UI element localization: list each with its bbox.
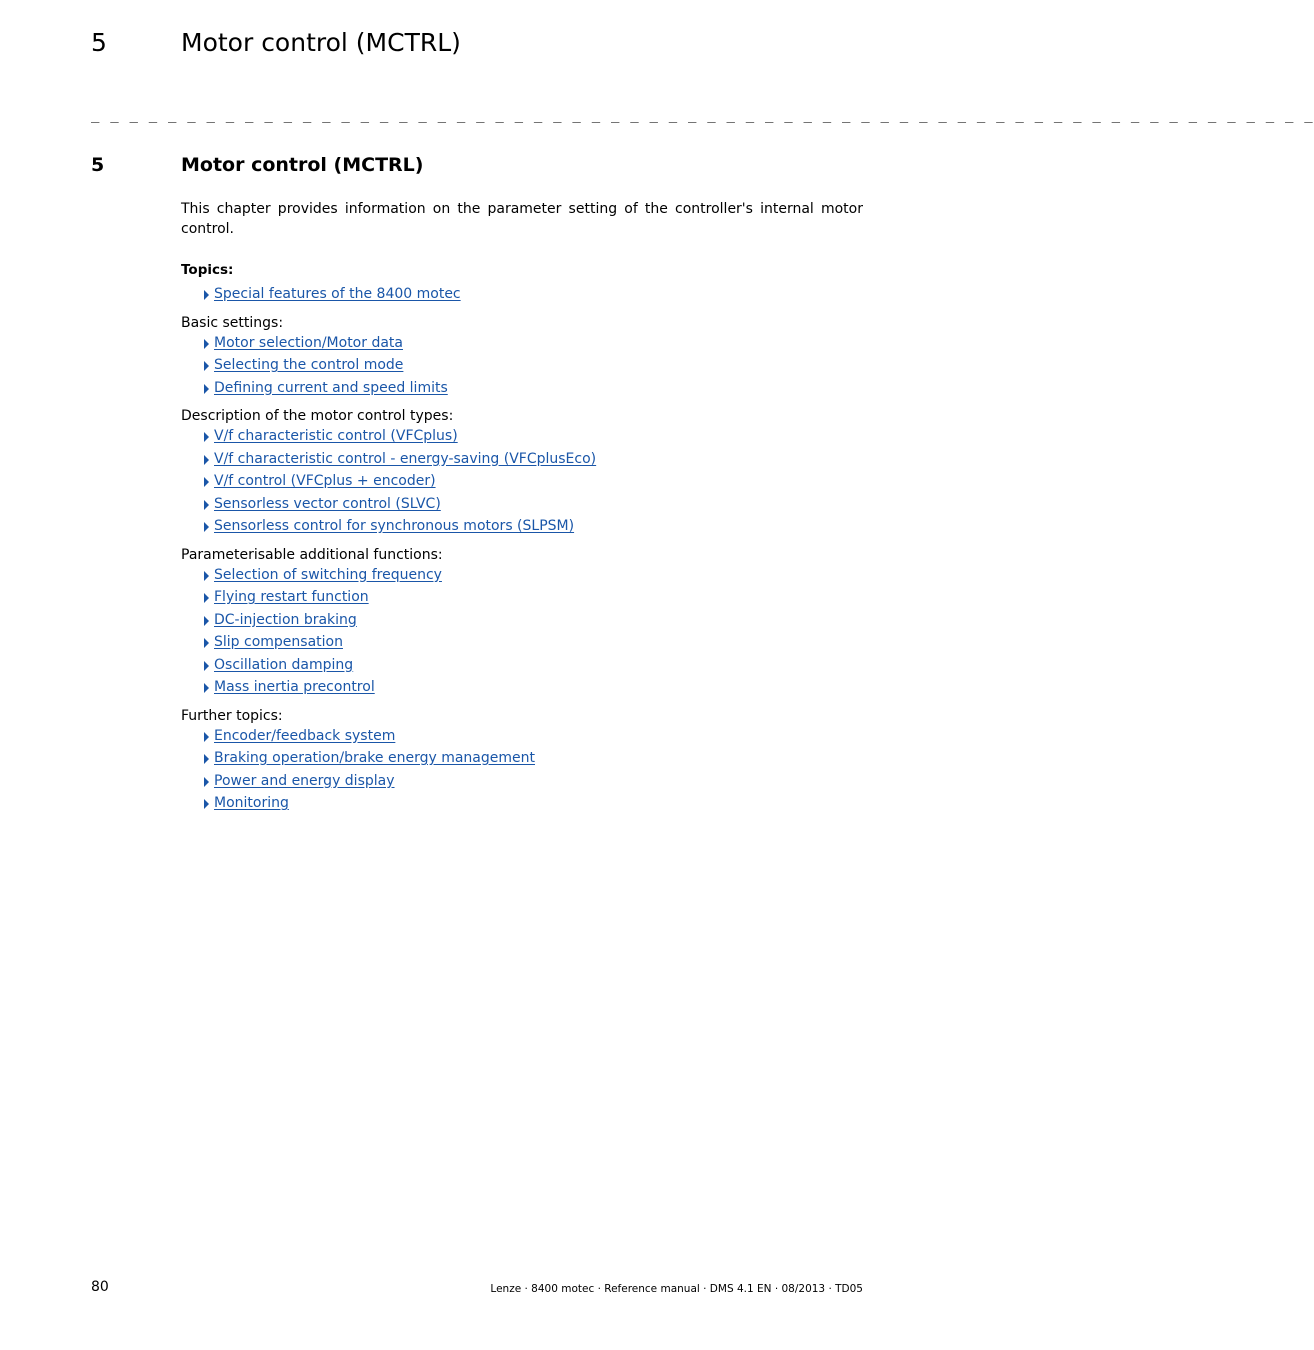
- group-label: Basic settings:: [181, 314, 284, 331]
- list-item: [214, 747, 863, 770]
- topic-link[interactable]: V/f characteristic control - energy-saving (VFCplusEco): [214, 450, 597, 467]
- topic-link[interactable]: Sensorless control for synchronous motors (SLPSM): [214, 518, 575, 534]
- list-item: [214, 515, 863, 538]
- chapter-heading: [91, 154, 423, 176]
- footer-doc-info: Lenze · 8400 motec · Reference manual · DMS 4.1 EN · 08/2013 · TD05: [490, 1283, 863, 1295]
- main-content: [181, 200, 863, 815]
- topic-link[interactable]: Mass inertia precontrol: [214, 679, 375, 695]
- triangle-right-icon: [204, 732, 209, 742]
- list-item: [214, 725, 863, 748]
- topic-link[interactable]: Flying restart function: [214, 589, 369, 605]
- list-item: [214, 354, 863, 377]
- group-label: Further topics:: [181, 707, 283, 724]
- triangle-right-icon: [204, 754, 209, 764]
- list-item: [214, 283, 863, 306]
- running-header: [91, 28, 461, 57]
- triangle-right-icon: [204, 616, 209, 626]
- list-item: [214, 564, 863, 587]
- topic-link[interactable]: Defining current and speed limits: [214, 379, 448, 396]
- triangle-right-icon: [204, 571, 209, 581]
- topic-link[interactable]: Selection of switching frequency: [214, 566, 442, 583]
- list-item: [214, 792, 863, 815]
- topic-groups: [181, 283, 863, 815]
- topic-link[interactable]: Oscillation damping: [214, 656, 354, 673]
- triangle-right-icon: [204, 477, 209, 487]
- link-list: [181, 725, 863, 815]
- list-item: [214, 770, 863, 793]
- topic-link[interactable]: V/f characteristic control (VFCplus): [214, 428, 458, 444]
- chapter-heading-number: 5: [91, 154, 105, 176]
- triangle-right-icon: [204, 799, 209, 809]
- topic-link[interactable]: Motor selection/Motor data: [214, 334, 403, 351]
- list-item: [214, 448, 863, 471]
- triangle-right-icon: [204, 683, 209, 693]
- topic-link[interactable]: Special features of the 8400 motec: [214, 286, 461, 302]
- list-item: [214, 470, 863, 493]
- topic-link[interactable]: Power and energy display: [214, 772, 395, 789]
- list-item: [214, 493, 863, 516]
- link-list: [181, 425, 863, 538]
- chapter-heading-title: Motor control (MCTRL): [181, 154, 424, 176]
- topic-link[interactable]: Selecting the control mode: [214, 357, 404, 373]
- link-list: [181, 283, 863, 306]
- link-list: [181, 564, 863, 699]
- topic-link[interactable]: Sensorless vector control (SLVC): [214, 495, 441, 512]
- list-item: [214, 654, 863, 677]
- topic-link[interactable]: Slip compensation: [214, 634, 343, 650]
- group-label: Parameterisable additional functions:: [181, 546, 443, 563]
- list-item: [214, 609, 863, 632]
- topic-link[interactable]: Monitoring: [214, 795, 289, 811]
- page-number: 80: [91, 1279, 109, 1295]
- running-header-chapter-title: Motor control (MCTRL): [181, 28, 461, 57]
- triangle-right-icon: [204, 638, 209, 648]
- list-item: [214, 631, 863, 654]
- list-item: [214, 676, 863, 699]
- triangle-right-icon: [204, 384, 209, 394]
- triangle-right-icon: [204, 432, 209, 442]
- list-item: [214, 332, 863, 355]
- triangle-right-icon: [204, 500, 209, 510]
- topic-link[interactable]: DC-injection braking: [214, 611, 357, 628]
- triangle-right-icon: [204, 522, 209, 532]
- list-item: [214, 425, 863, 448]
- topic-link[interactable]: Encoder/feedback system: [214, 727, 396, 744]
- running-header-chapter-number: 5: [91, 28, 107, 57]
- triangle-right-icon: [204, 361, 209, 371]
- link-list: [181, 332, 863, 400]
- topics-label: Topics:: [181, 262, 234, 278]
- triangle-right-icon: [204, 593, 209, 603]
- header-separator: _ _ _ _ _ _ _ _ _ _ _ _ _ _ _ _ _ _ _ _ _ _ _ _ _ _ _ _ _ _ _ _ _ _ _ _ _ _ _ _ _ _ _ _ _ _ _ _ _ _ _ _ _ _ _ _ _ _ _ _ _ _ _ _: [91, 107, 1314, 123]
- intro-paragraph: This chapter provides information on the parameter setting of the controller's internal motor control.: [181, 201, 863, 237]
- list-item: [214, 377, 863, 400]
- topic-link[interactable]: Braking operation/brake energy management: [214, 750, 535, 766]
- triangle-right-icon: [204, 290, 209, 300]
- triangle-right-icon: [204, 777, 209, 787]
- triangle-right-icon: [204, 661, 209, 671]
- triangle-right-icon: [204, 455, 209, 465]
- topic-link[interactable]: V/f control (VFCplus + encoder): [214, 473, 436, 489]
- list-item: [214, 586, 863, 609]
- group-label: Description of the motor control types:: [181, 408, 454, 424]
- triangle-right-icon: [204, 339, 209, 349]
